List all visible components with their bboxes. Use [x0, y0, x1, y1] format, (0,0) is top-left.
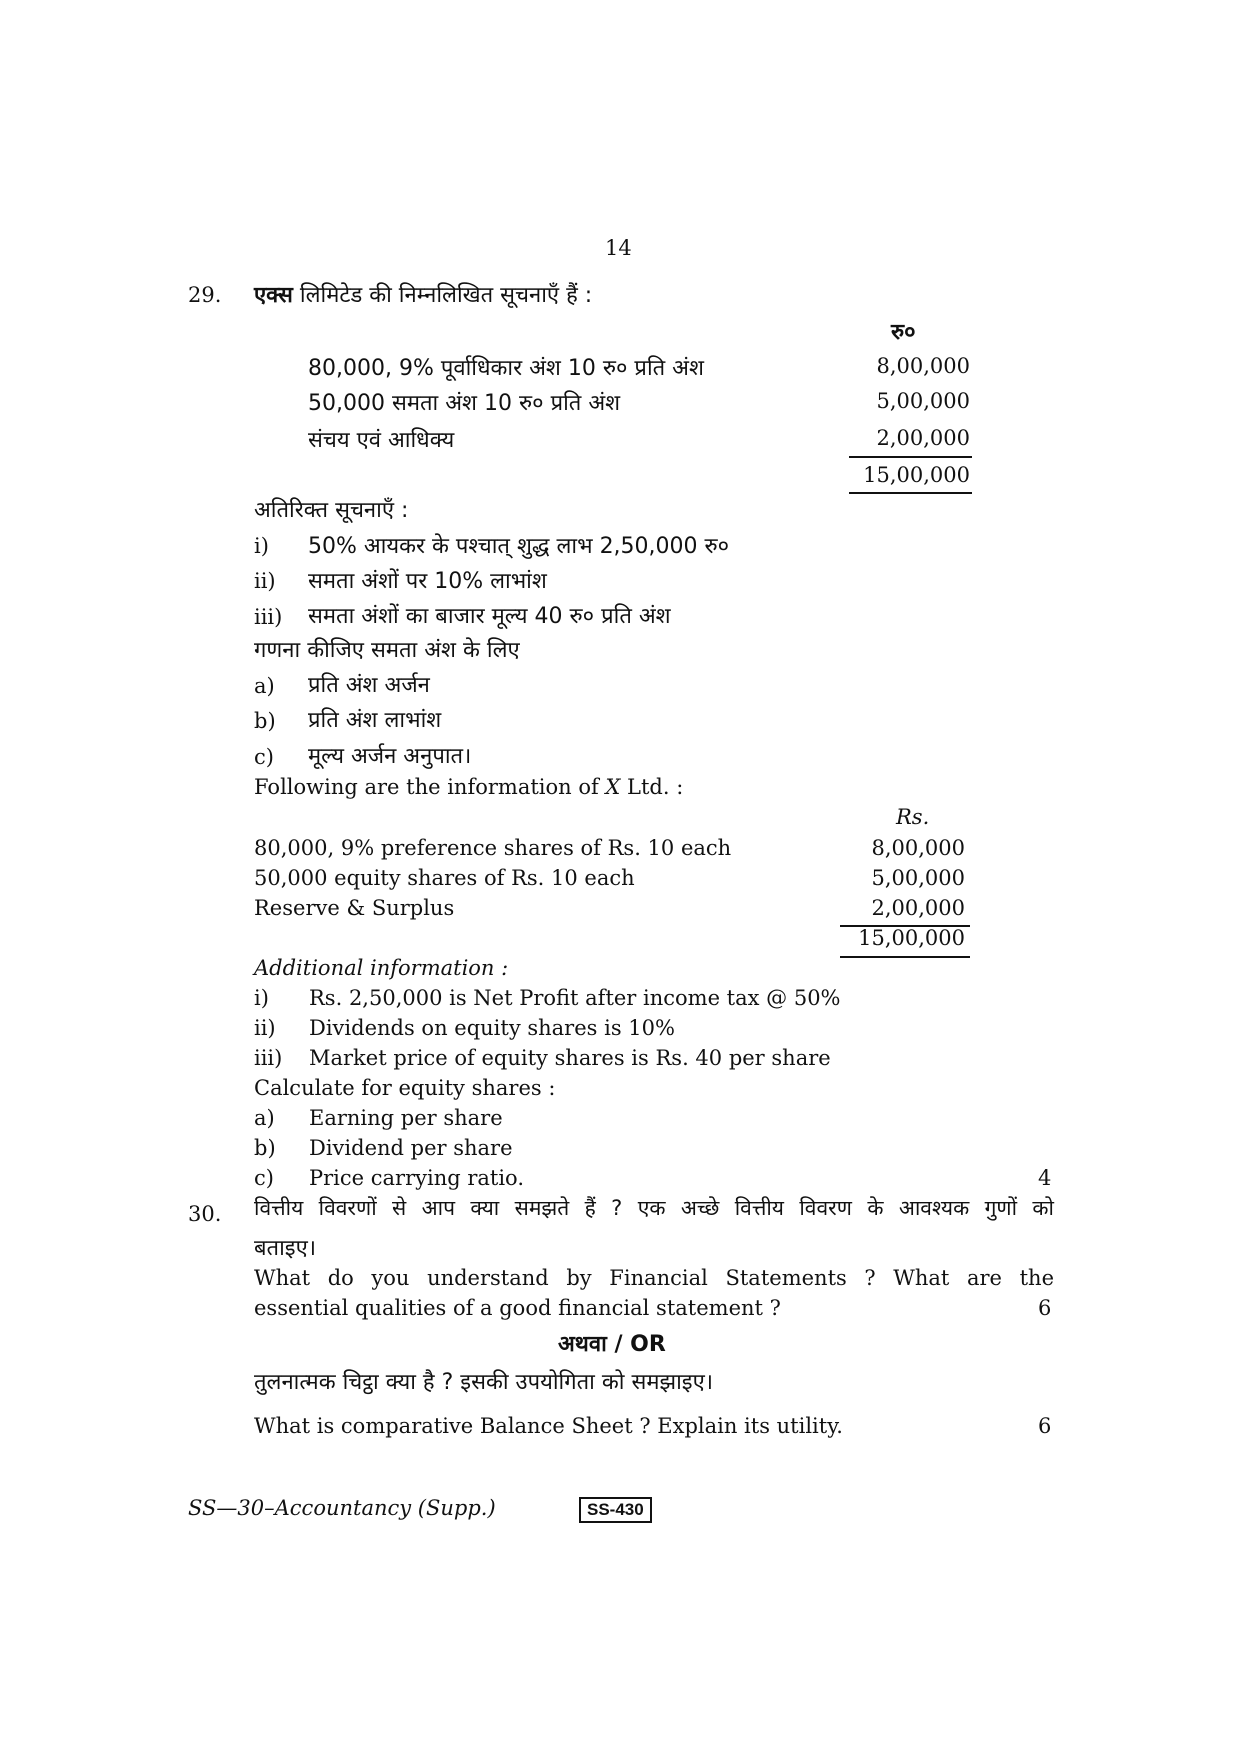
- hindi-additional-item: 50% आयकर के पश्चात् शुद्ध लाभ 2,50,000 रु०: [308, 534, 730, 559]
- intro-text-end: Ltd. :: [620, 775, 684, 799]
- hindi-total: 15,00,000: [863, 463, 970, 487]
- q29-english-intro: [254, 775, 683, 799]
- q29-marks: 4: [1038, 1166, 1052, 1190]
- english-currency-header: Rs.: [896, 805, 930, 829]
- q29-hindi-intro: [254, 279, 592, 309]
- q30-hindi-line-2: बताइए।: [254, 1236, 317, 1261]
- english-item-label: 50,000 equity shares of Rs. 10 each: [254, 866, 635, 890]
- hindi-calc-item: प्रति अंश अर्जन: [308, 673, 430, 698]
- english-item-label: 80,000, 9% preference shares of Rs. 10 each: [254, 836, 732, 860]
- english-item-label: Reserve & Surplus: [254, 896, 455, 920]
- list-marker: b): [254, 709, 276, 733]
- hindi-item-value: 8,00,000: [876, 354, 970, 378]
- list-marker: ii): [254, 1016, 276, 1040]
- list-marker: iii): [254, 1046, 283, 1070]
- q30-english-line-2: essential qualities of a good financial statement ?: [254, 1296, 781, 1320]
- list-marker: b): [254, 1136, 276, 1160]
- english-item-value: 8,00,000: [871, 836, 965, 860]
- question-30-number: 30.: [188, 1202, 222, 1226]
- q29-hindi-intro-rest: लिमिटेड की निम्नलिखित सूचनाएँ हैं :: [292, 283, 593, 308]
- english-calc-title: Calculate for equity shares :: [254, 1076, 556, 1100]
- total-rule-bottom: [849, 492, 972, 494]
- hindi-item-label: 80,000, 9% पूर्वाधिकार अंश 10 रु० प्रति अंश: [308, 356, 704, 381]
- list-marker: ii): [254, 569, 276, 593]
- list-marker: i): [254, 986, 269, 1010]
- hindi-item-value: 2,00,000: [876, 426, 970, 450]
- english-total: 15,00,000: [858, 926, 965, 950]
- english-calc-item: Price carrying ratio.: [309, 1166, 524, 1190]
- english-calc-item: Earning per share: [309, 1106, 503, 1130]
- intro-text: Following are the information of: [254, 775, 606, 799]
- total-rule-top: [849, 456, 972, 458]
- english-item-value: 5,00,000: [871, 866, 965, 890]
- hindi-item-label: 50,000 समता अंश 10 रु० प्रति अंश: [308, 391, 621, 416]
- q30-alt-english: What is comparative Balance Sheet ? Explain its utility.: [254, 1414, 843, 1438]
- list-marker: a): [254, 674, 275, 698]
- question-29-number: 29.: [188, 283, 222, 307]
- hindi-calc-title: गणना कीजिए समता अंश के लिए: [254, 638, 520, 663]
- hindi-calc-item: मूल्य अर्जन अनुपात।: [308, 744, 472, 769]
- total-rule-bottom: [840, 956, 970, 958]
- paper-code-badge: SS-430: [579, 1497, 652, 1523]
- list-marker: c): [254, 745, 274, 769]
- or-separator: अथवा / OR: [558, 1332, 666, 1357]
- english-additional-item: Rs. 2,50,000 is Net Profit after income tax @ 50%: [309, 986, 841, 1010]
- hindi-item-label: संचय एवं आधिक्य: [308, 428, 455, 453]
- english-additional-item: Dividends on equity shares is 10%: [309, 1016, 675, 1040]
- hindi-currency-header: रु०: [891, 320, 916, 345]
- english-additional-title: Additional information :: [254, 956, 509, 980]
- intro-company: X: [605, 775, 621, 799]
- list-marker: a): [254, 1106, 275, 1130]
- hindi-calc-item: प्रति अंश लाभांश: [308, 708, 442, 733]
- q30-hindi-line-1: वित्तीय विवरणों से आप क्या समझते हैं ? एक अच्छे वित्तीय विवरण के आवश्यक गुणों को: [254, 1196, 1054, 1220]
- page-number: 14: [605, 236, 632, 260]
- hindi-additional-item: समता अंशों का बाजार मूल्य 40 रु० प्रति अंश: [308, 604, 671, 629]
- english-calc-item: Dividend per share: [309, 1136, 513, 1160]
- hindi-additional-title: अतिरिक्त सूचनाएँ :: [254, 498, 409, 523]
- list-marker: i): [254, 534, 269, 558]
- q29-hindi-intro-bold: एक्स: [254, 283, 293, 308]
- list-marker: c): [254, 1166, 274, 1190]
- q30-alt-hindi: तुलनात्मक चिट्ठा क्या है ? इसकी उपयोगिता को समझाइए।: [254, 1370, 714, 1395]
- footer-subject: SS—30–Accountancy (Supp.): [188, 1496, 496, 1520]
- list-marker: iii): [254, 605, 283, 629]
- q30-marks: 6: [1038, 1296, 1052, 1320]
- hindi-item-value: 5,00,000: [876, 389, 970, 413]
- q30-alt-marks: 6: [1038, 1414, 1052, 1438]
- hindi-additional-item: समता अंशों पर 10% लाभांश: [308, 569, 547, 594]
- q30-english-line-1: What do you understand by Financial Statements ? What are the: [254, 1266, 1054, 1290]
- english-item-value: 2,00,000: [871, 896, 965, 920]
- english-additional-item: Market price of equity shares is Rs. 40 per share: [309, 1046, 831, 1070]
